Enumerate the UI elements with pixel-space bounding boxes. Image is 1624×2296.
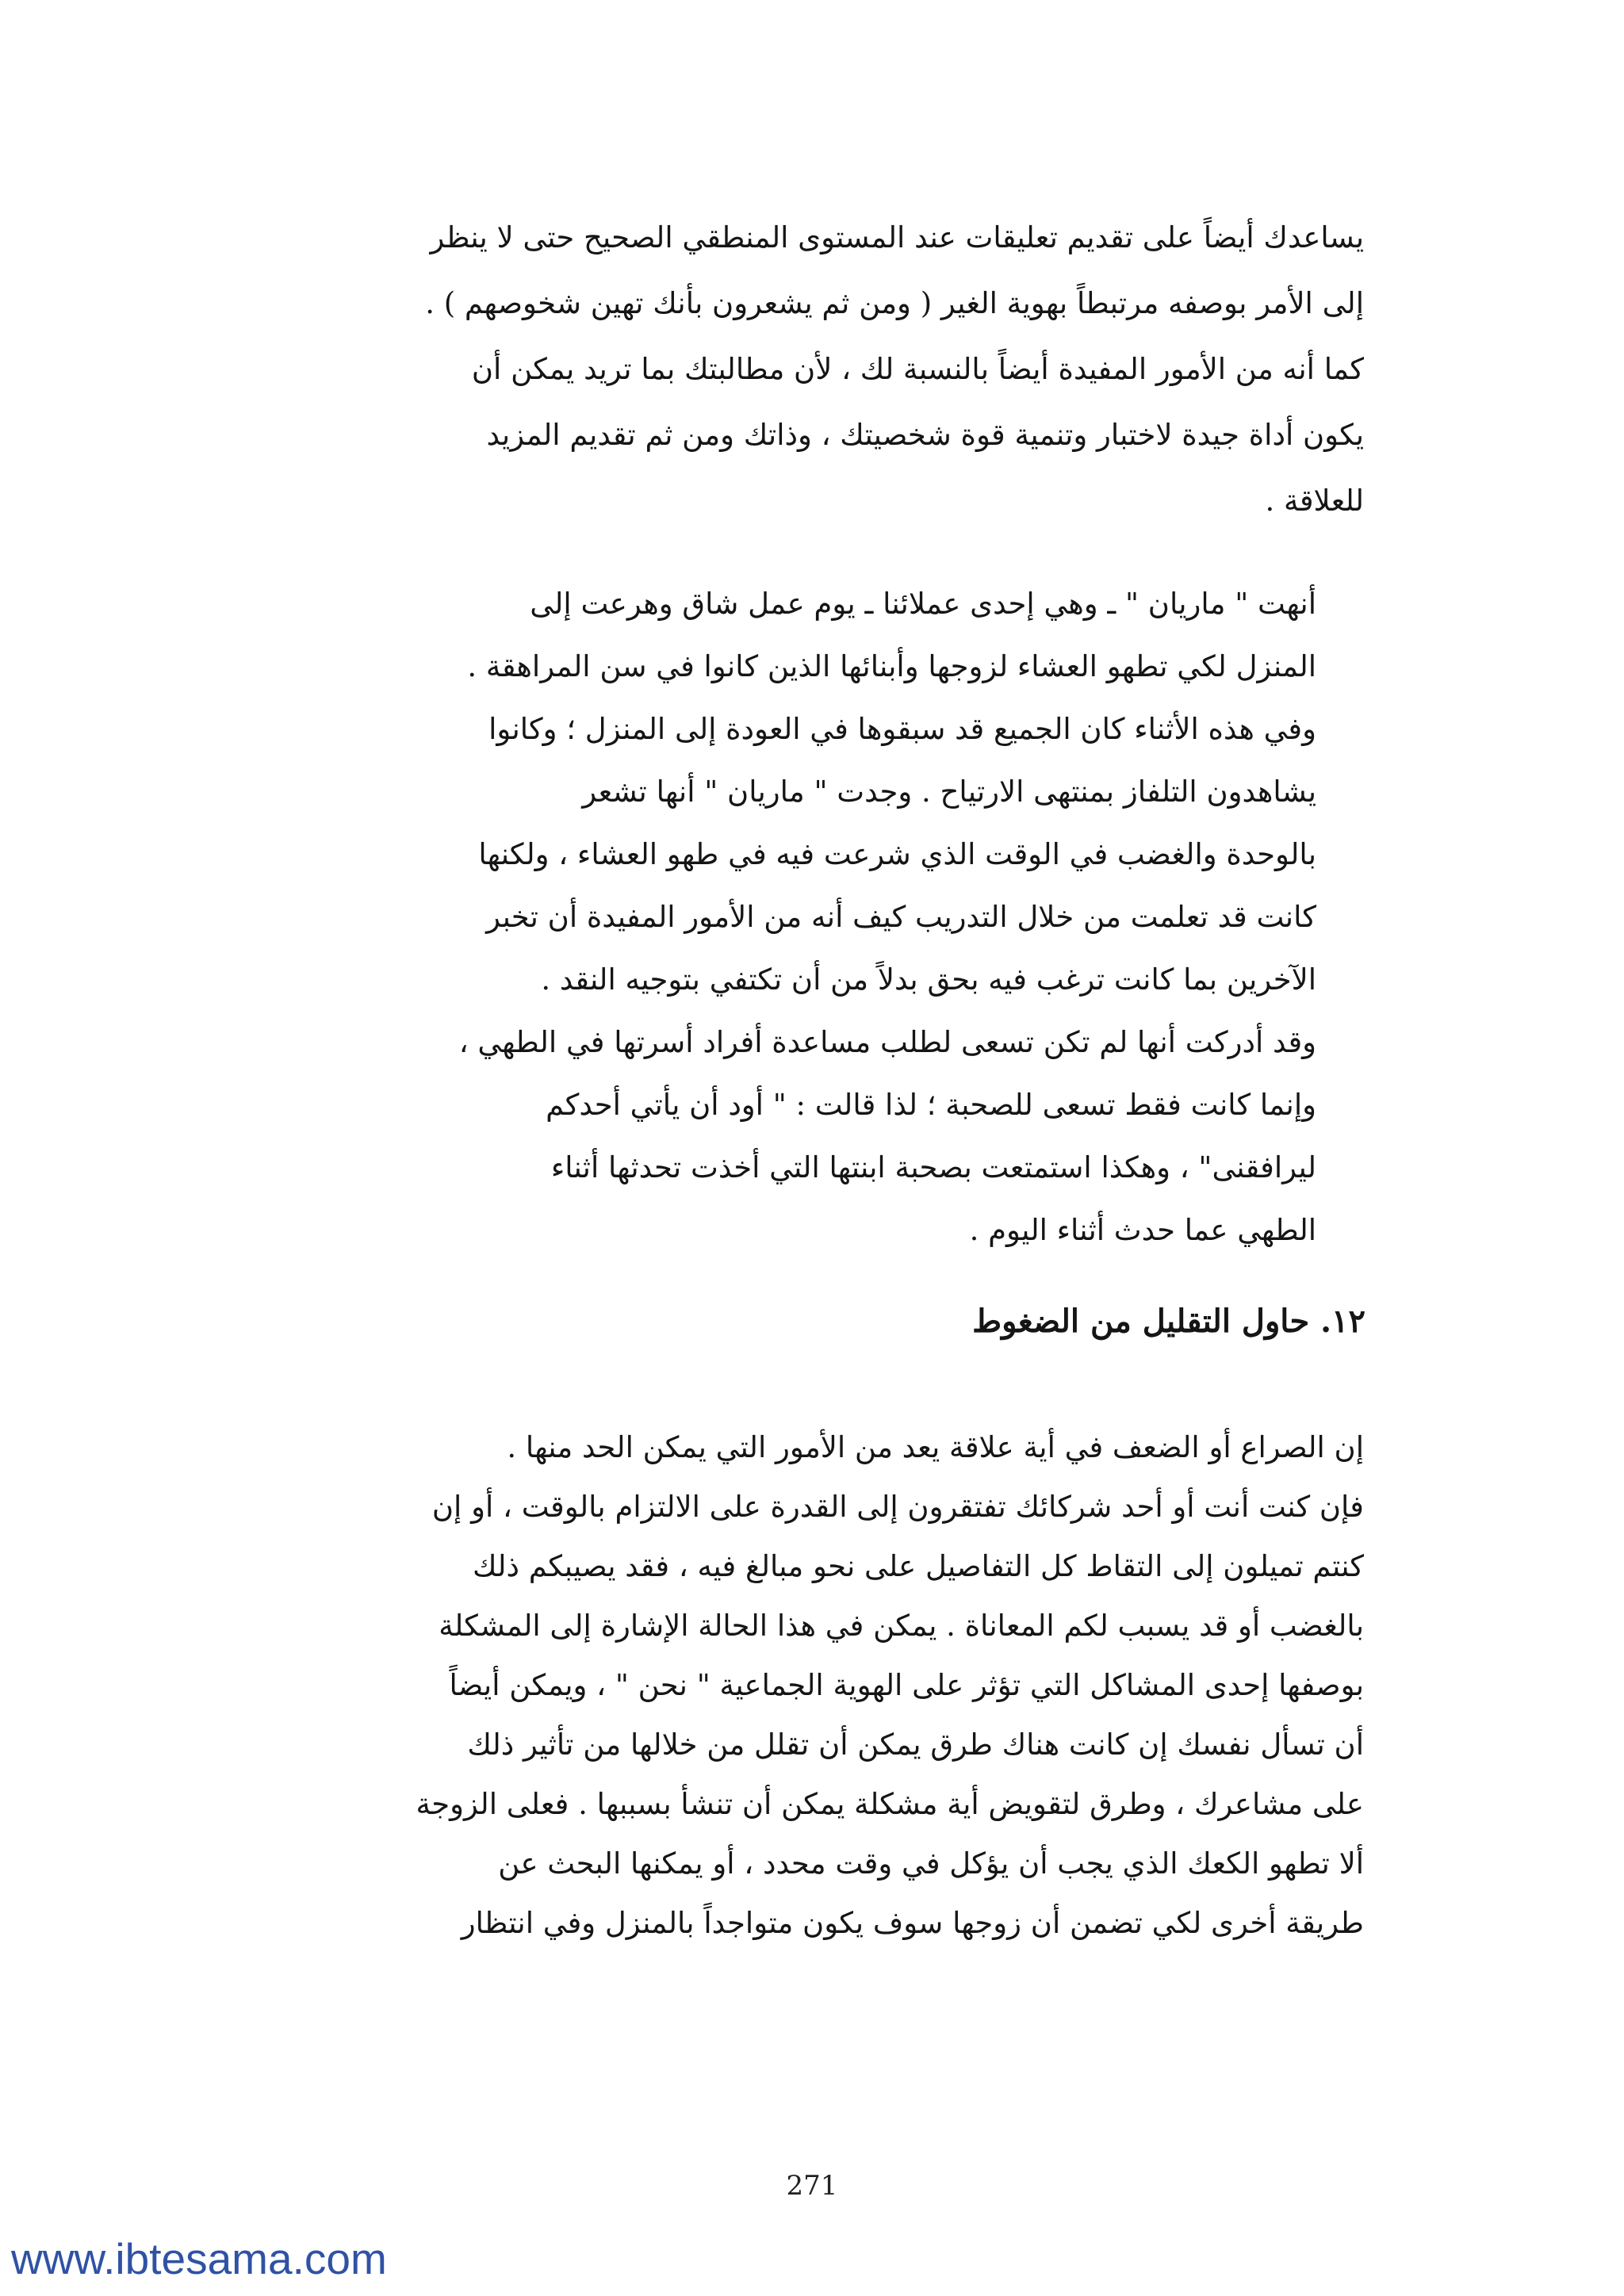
paragraph-line: وقد أدركت أنها لم تكن تسعى لطلب مساعدة أفراد أسرتها في الطهي ، [458,1025,1316,1059]
paragraph-line: يساعدك أيضاً على تقديم تعليقات عند المستوى المنطقي الصحيح حتى لا ينظر [430,220,1364,254]
paragraph-line: الطهي عما حدث أثناء اليوم . [969,1213,1316,1247]
paragraph-line: بالغضب أو قد يسبب لكم المعاناة . يمكن في هذا الحالة الإشارة إلى المشكلة [439,1609,1364,1643]
paragraph-line: أنهت " ماريان " ـ وهي إحدى عملائنا ـ يوم عمل شاق وهرعت إلى [530,587,1316,621]
paragraph-line: يكون أداة جيدة لاختبار وتنمية قوة شخصيتك ، وذاتك ومن ثم تقديم المزيد [486,418,1364,452]
paragraph-line: إلى الأمر بوصفه مرتبطاً بهوية الغير ( ومن ثم يشعرون بأنك تهين شخوصهم ) . [425,286,1364,320]
paragraph-line: أن تسأل نفسك إن كانت هناك طرق يمكن أن تقلل من خلالها من تأثير ذلك [467,1728,1364,1762]
paragraph-line: فإن كنت أنت أو أحد شركائك تفتقرون إلى القدرة على الالتزام بالوقت ، أو إن [431,1490,1364,1524]
paragraph-line: ليرافقنى" ، وهكذا استمتعت بصحبة ابنتها التي أخذت تحدثها أثناء [550,1150,1316,1184]
paragraph-line: وإنما كانت فقط تسعى للصحبة ؛ لذا قالت : " أود أن يأتي أحدكم [546,1088,1316,1122]
paragraph-line: طريقة أخرى لكي تضمن أن زوجها سوف يكون متواجداً بالمنزل وفي انتظار [461,1906,1364,1940]
page-number: 271 [786,2170,838,2202]
paragraph-line: يشاهدون التلفاز بمنتهى الارتياح . وجدت " ماريان " أنها تشعر [582,775,1316,809]
paragraph-line: المنزل لكي تطهو العشاء لزوجها وأبنائها الذين كانوا في سن المراهقة . [467,649,1316,683]
section-heading: ١٢. حاول التقليل من الضغوط [972,1303,1365,1340]
paragraph-line: للعلاقة . [1265,484,1364,518]
paragraph-line: على مشاعرك ، وطرق لتقويض أية مشكلة يمكن أن تنشأ بسببها . فعلى الزوجة [416,1787,1364,1821]
paragraph-line: كنتم تميلون إلى التقاط كل التفاصيل على نحو مبالغ فيه ، فقد يصيبكم ذلك [473,1549,1364,1583]
paragraph-line: ألا تطهو الكعك الذي يجب أن يؤكل في وقت محدد ، أو يمكنها البحث عن [498,1846,1364,1881]
paragraph-line: بالوحدة والغضب في الوقت الذي شرعت فيه في طهو العشاء ، ولكنها [478,837,1316,871]
paragraph-3 [279,1418,1364,1953]
paragraph-1 [279,205,1364,534]
paragraph-2-example [327,572,1316,1261]
paragraph-line: الآخرين بما كانت ترغب فيه بحق بدلاً من أن تكتفي بتوجيه النقد . [541,962,1316,997]
watermark-url: www.ibtesama.com [11,2234,387,2283]
paragraph-line: إن الصراع أو الضعف في أية علاقة يعد من الأمور التي يمكن الحد منها . [507,1430,1364,1464]
paragraph-line: بوصفها إحدى المشاكل التي تؤثر على الهوية الجماعية " نحن " ، ويمكن أيضاً [449,1668,1364,1702]
paragraph-line: وفي هذه الأثناء كان الجميع قد سبقوها في العودة إلى المنزل ؛ وكانوا [488,712,1316,746]
paragraph-line: كما أنه من الأمور المفيدة أيضاً بالنسبة لك ، لأن مطالبتك بما تريد يمكن أن [471,352,1364,386]
paragraph-line: كانت قد تعلمت من خلال التدريب كيف أنه من الأمور المفيدة أن تخبر [486,900,1316,934]
